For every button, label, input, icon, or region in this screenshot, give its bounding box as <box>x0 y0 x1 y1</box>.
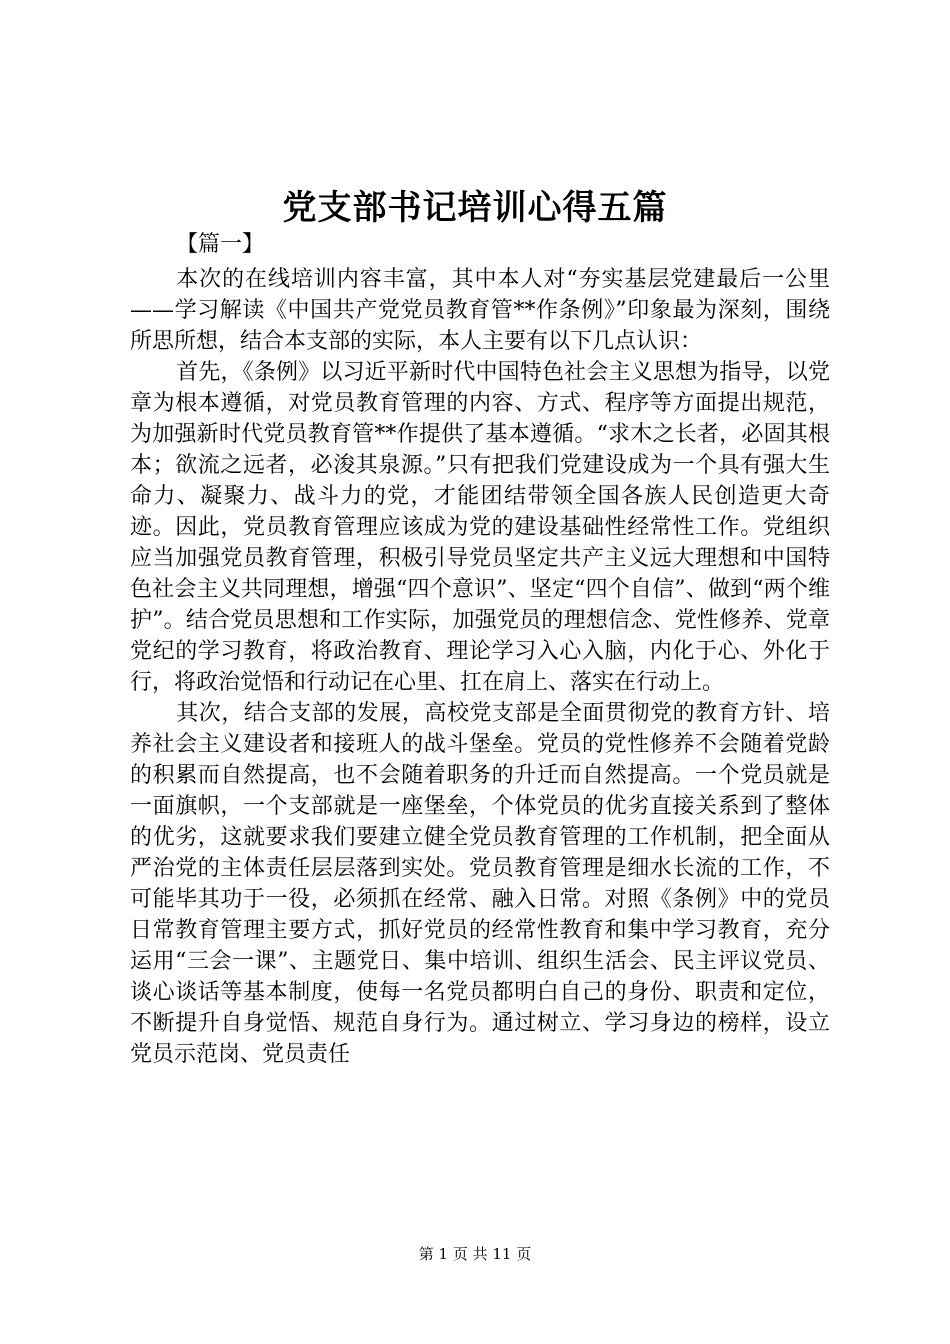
document-body <box>130 264 830 1070</box>
section-label: 【篇一】 <box>176 232 265 257</box>
paragraph-2: 首先，《条例》以习近平新时代中国特色社会主义思想为指导，以党章为根本遵循，对党员教育管理的内容、方式、程序等方面提出规范，为加强新时代党员教育管**作提供了基本遵循。“求木之长者，必固其根本；欲流之远者，必浚其泉源。”只有把我们党建设成为一个具有强大生命力、凝聚力、战斗力的党，才能团结带领全国各族人民创造更大奇迹。因此，党员教育管理应该成为党的建设基础性经常性工作。党组织应当加强党员教育管理，积极引导党员坚定共产主义远大理想和中国特色社会主义共同理想，增强“四个意识”、坚定“四个自信”、做到“两个维护”。结合党员思想和工作实际，加强党员的理想信念、党性修养、党章党纪的学习教育，将政治教育、理论学习入心入脑，内化于心、外化于行，将政治觉悟和行动记在心里、扛在肩上、落实在行动上。 <box>130 360 830 695</box>
page-footer: 第 1 页 共 11 页 <box>418 1245 532 1263</box>
document-title: 党支部书记培训心得五篇 <box>282 188 668 228</box>
paragraph-1: 本次的在线培训内容丰富，其中本人对“夯实基层党建最后一公里——学习解读《中国共产党党员教育管**作条例》”印象最为深刻，围绕所思所想，结合本支部的实际，本人主要有以下几点认识： <box>130 267 830 354</box>
paragraph-3: 其次，结合支部的发展，高校党支部是全面贯彻党的教育方针、培养社会主义建设者和接班人的战斗堡垒。党员的党性修养不会随着党龄的积累而自然提高，也不会随着职务的升迁而自然提高。一个党员就是一面旗帜，一个支部就是一座堡垒，个体党员的优劣直接关系到了整体的优劣，这就要求我们要建立健全党员教育管理的工作机制，把全面从严治党的主体责任层层落到实处。党员教育管理是细水长流的工作，不可能毕其功于一役，必须抓在经常、融入日常。对照《条例》中的党员日常教育管理主要方式，抓好党员的经常性教育和集中学习教育，充分运用“三会一课”、主题党日、集中培训、组织生活会、民主评议党员、谈心谈话等基本制度，使每一名党员都明白自己的身份、职责和定位，不断提升自身觉悟、规范自身行为。通过树立、学习身边的榜样，设立党员示范岗、党员责任 <box>130 701 830 1067</box>
